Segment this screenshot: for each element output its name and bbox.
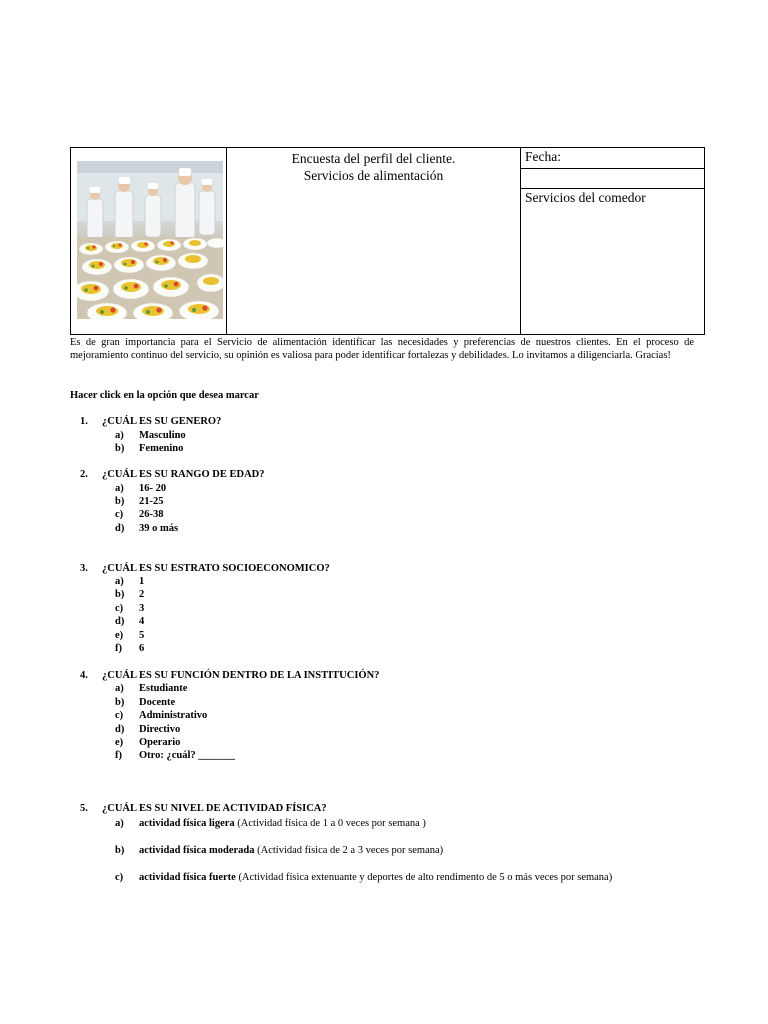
intro-paragraph: Es de gran importancia para el Servicio de alimentación identificar las necesidades y preferencias de nuestros clientes. En el proceso de mejoramiento continuo del servicio, su opinión es valiosa para poder identificar fortalezas y debilidades. Lo invitamos a diligenciarla. Gracias! xyxy=(70,337,694,362)
option-label: 1 xyxy=(139,576,145,587)
option-detail: (Actividad física de 1 a 0 veces por semana ) xyxy=(234,818,426,829)
option-label: actividad física ligera xyxy=(139,818,235,829)
option-label: Administrativo xyxy=(139,710,208,721)
option-letter: c) xyxy=(115,603,124,614)
option-letter: b) xyxy=(115,697,125,708)
fecha-field[interactable] xyxy=(521,169,704,189)
option-4a[interactable] xyxy=(115,683,187,694)
option-3b[interactable] xyxy=(115,589,144,600)
option-2c[interactable] xyxy=(115,509,164,520)
option-letter: d) xyxy=(115,616,125,627)
instruction-text: Hacer click en la opción que desea marcar xyxy=(70,390,259,401)
question-4 xyxy=(80,670,379,681)
option-letter: c) xyxy=(115,509,124,520)
option-label: 2 xyxy=(139,589,145,600)
option-label: Femenino xyxy=(139,443,184,454)
option-label: actividad física fuerte xyxy=(139,872,236,883)
question-3 xyxy=(80,563,330,574)
option-4b[interactable] xyxy=(115,697,175,708)
option-label: 3 xyxy=(139,603,145,614)
option-label: actividad física moderada xyxy=(139,845,255,856)
option-label: Estudiante xyxy=(139,683,188,694)
survey-title-cell xyxy=(227,148,521,334)
option-2b[interactable] xyxy=(115,496,164,507)
question-number: 1. xyxy=(80,416,88,427)
option-letter: d) xyxy=(115,724,125,735)
header-table xyxy=(70,147,705,335)
option-2a[interactable] xyxy=(115,483,166,494)
option-label: 26-38 xyxy=(139,509,164,520)
option-letter: c) xyxy=(115,872,124,883)
option-letter: a) xyxy=(115,683,124,694)
option-5b[interactable] xyxy=(115,845,443,856)
option-letter: c) xyxy=(115,710,124,721)
servicios-label: Servicios del comedor xyxy=(525,190,646,205)
option-label: 21-25 xyxy=(139,496,164,507)
question-number: 5. xyxy=(80,803,88,814)
survey-subtitle: Servicios de alimentación xyxy=(303,168,444,183)
option-5c[interactable] xyxy=(115,872,612,883)
option-4c[interactable] xyxy=(115,710,207,721)
option-label: Operario xyxy=(139,737,181,748)
option-3c[interactable] xyxy=(115,603,144,614)
question-2 xyxy=(80,469,264,480)
option-letter: a) xyxy=(115,576,124,587)
option-label: Directivo xyxy=(139,724,181,735)
question-1 xyxy=(80,416,221,427)
option-letter: b) xyxy=(115,443,125,454)
option-label: 5 xyxy=(139,630,145,641)
option-3a[interactable] xyxy=(115,576,144,587)
image-cell xyxy=(71,148,227,334)
option-4d[interactable] xyxy=(115,724,180,735)
question-text: ¿CUÁL ES SU RANGO DE EDAD? xyxy=(102,469,265,480)
option-1a[interactable] xyxy=(115,430,186,441)
option-letter: b) xyxy=(115,589,125,600)
option-label: Masculino xyxy=(139,430,186,441)
info-cell xyxy=(521,148,704,334)
kitchen-staff-photo xyxy=(77,161,223,319)
survey-title: Encuesta del perfil del cliente. xyxy=(291,151,456,166)
option-1b[interactable] xyxy=(115,443,183,454)
option-label: 6 xyxy=(139,643,145,654)
option-3d[interactable] xyxy=(115,616,144,627)
question-text: ¿CUÁL ES SU NIVEL DE ACTIVIDAD FÍSICA? xyxy=(102,803,327,814)
option-letter: b) xyxy=(115,845,125,856)
option-detail: (Actividad física extenuante y deportes de alto rendimento de 5 o más veces por semana) xyxy=(235,872,613,883)
question-text: ¿CUÁL ES SU FUNCIÓN DENTRO DE LA INSTITUCIÓN? xyxy=(102,670,380,681)
question-number: 2. xyxy=(80,469,88,480)
option-letter: e) xyxy=(115,630,124,641)
option-letter: b) xyxy=(115,496,125,507)
option-letter: e) xyxy=(115,737,124,748)
question-number: 3. xyxy=(80,563,88,574)
option-label: Otro: ¿cuál? _______ xyxy=(139,750,236,761)
option-detail: (Actividad física de 2 a 3 veces por semana) xyxy=(254,845,444,856)
option-3e[interactable] xyxy=(115,630,144,641)
option-4f[interactable] xyxy=(115,750,235,761)
option-letter: f) xyxy=(115,750,122,761)
option-letter: a) xyxy=(115,818,124,829)
option-3f[interactable] xyxy=(115,643,144,654)
option-letter: a) xyxy=(115,430,124,441)
option-label: 39 o más xyxy=(139,523,179,534)
option-letter: f) xyxy=(115,643,122,654)
option-label: Docente xyxy=(139,697,176,708)
option-5a[interactable] xyxy=(115,818,426,829)
option-label: 16- 20 xyxy=(139,483,167,494)
option-letter: a) xyxy=(115,483,124,494)
question-number: 4. xyxy=(80,670,88,681)
fecha-label: Fecha: xyxy=(521,148,704,169)
option-label: 4 xyxy=(139,616,145,627)
option-4e[interactable] xyxy=(115,737,180,748)
option-letter: d) xyxy=(115,523,125,534)
question-text: ¿CUÁL ES SU GENERO? xyxy=(102,416,222,427)
option-2d[interactable] xyxy=(115,523,178,534)
question-text: ¿CUÁL ES SU ESTRATO SOCIOECONOMICO? xyxy=(102,563,330,574)
question-5 xyxy=(80,803,327,814)
